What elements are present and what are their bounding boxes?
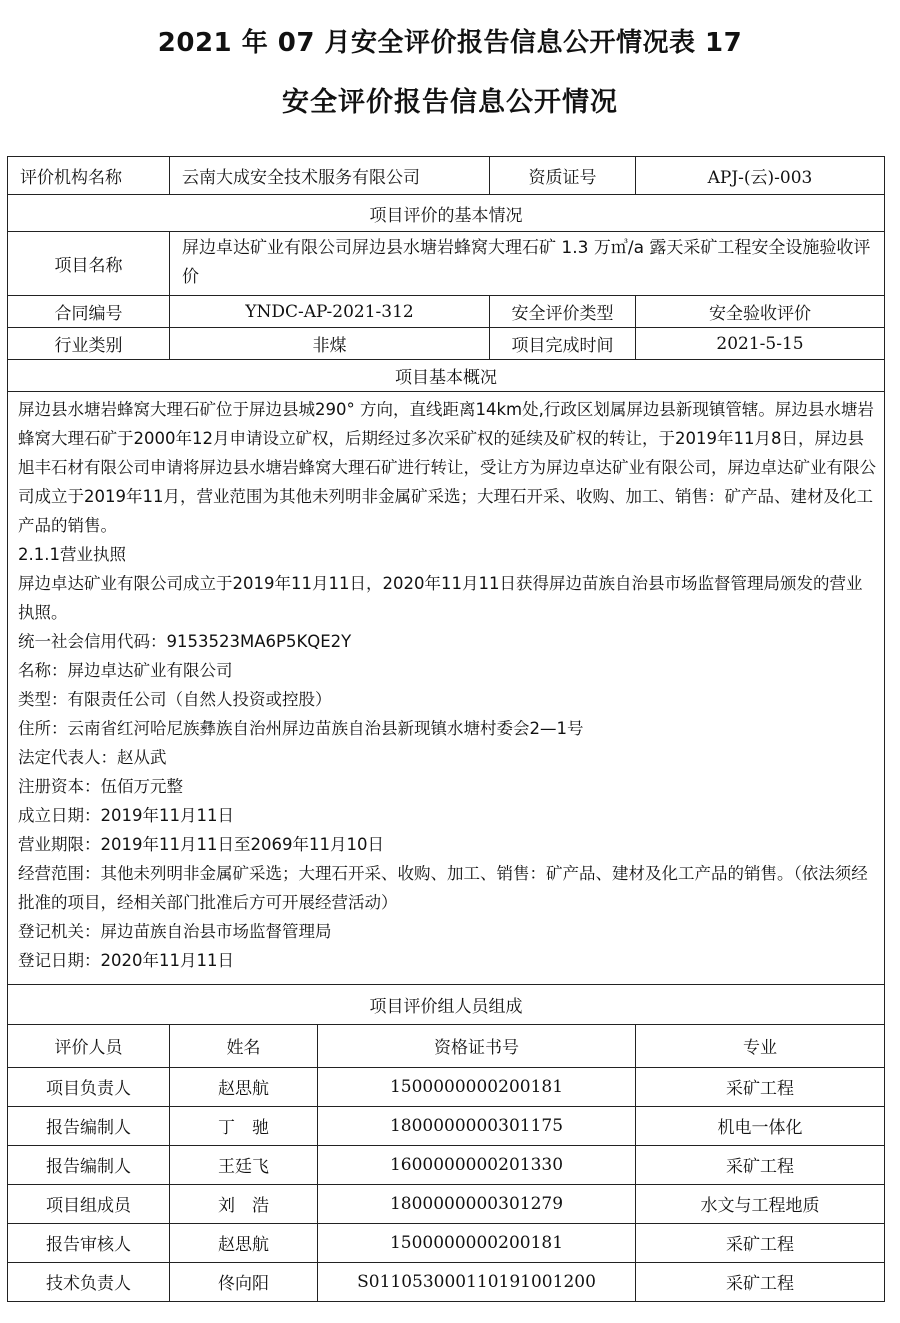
member-name: 丁 驰 xyxy=(170,1106,318,1145)
cert-value: APJ-(云)-003 xyxy=(636,157,885,195)
member-major: 采矿工程 xyxy=(636,1223,885,1262)
page-subtitle: 安全评价报告信息公开情况 xyxy=(282,87,618,118)
member-cert: S011053000110191001200 xyxy=(318,1262,636,1301)
table-row xyxy=(8,1106,885,1145)
org-value: 云南大成安全技术服务有限公司 xyxy=(170,157,490,195)
team-header-row xyxy=(8,1024,885,1067)
member-role: 技术负责人 xyxy=(8,1262,170,1301)
member-name: 赵思航 xyxy=(170,1223,318,1262)
overview-paragraph: 屏边卓达矿业有限公司成立于2019年11月11日，2020年11月11日获得屏边苗族自治县市场监督管理局颁发的营业执照。 xyxy=(18,574,863,622)
member-cert: 1800000000301175 xyxy=(318,1106,636,1145)
member-cert: 1800000000301279 xyxy=(318,1184,636,1223)
finish-time-label: 项目完成时间 xyxy=(490,328,636,360)
member-major: 采矿工程 xyxy=(636,1262,885,1301)
member-role: 项目负责人 xyxy=(8,1067,170,1106)
basic-section-header: 项目评价的基本情况 xyxy=(8,195,885,232)
overview-row xyxy=(8,392,885,985)
overview-paragraph: 住所：云南省红河哈尼族彝族自治州屏边苗族自治县新现镇水塘村委会2—1号 xyxy=(18,719,584,738)
member-role: 报告编制人 xyxy=(8,1145,170,1184)
column-header-name: 姓名 xyxy=(170,1024,318,1067)
table-row xyxy=(8,1145,885,1184)
org-row xyxy=(8,157,885,195)
overview-paragraph: 统一社会信用代码：9153523MA6P5KQE2Y xyxy=(18,632,352,651)
overview-paragraph: 成立日期：2019年11月11日 xyxy=(18,806,234,825)
overview-paragraph: 类型：有限责任公司（自然人投资或控股） xyxy=(18,690,332,709)
column-header-major: 专业 xyxy=(636,1024,885,1067)
member-cert: 1500000000200181 xyxy=(318,1223,636,1262)
table-row xyxy=(8,1067,885,1106)
member-major: 机电一体化 xyxy=(636,1106,885,1145)
member-role: 报告审核人 xyxy=(8,1223,170,1262)
table-row xyxy=(8,1262,885,1301)
overview-paragraph: 登记机关：屏边苗族自治县市场监督管理局 xyxy=(18,922,332,941)
project-name-label: 项目名称 xyxy=(8,232,170,296)
member-name: 王廷飞 xyxy=(170,1145,318,1184)
project-name-row xyxy=(8,232,885,296)
overview-section-header: 项目基本概况 xyxy=(8,360,885,392)
finish-time-value: 2021-5-15 xyxy=(636,328,885,360)
eval-type-value: 安全验收评价 xyxy=(636,296,885,328)
member-cert: 1500000000200181 xyxy=(318,1067,636,1106)
industry-row xyxy=(8,328,885,360)
overview-paragraph: 名称：屏边卓达矿业有限公司 xyxy=(18,661,233,680)
contract-label: 合同编号 xyxy=(8,296,170,328)
table-row xyxy=(8,1184,885,1223)
member-name: 赵思航 xyxy=(170,1067,318,1106)
overview-paragraph: 屏边县水塘岩蜂窝大理石矿位于屏边县城290° 方向，直线距离14km处,行政区划属屏边县新现镇管辖。屏边县水塘岩蜂窝大理石矿于2000年12月申请设立矿权，后期经过多次采矿权的延续及矿权的转让，于2019年11月8日，屏边县旭丰石材有限公司申请将屏边县水塘岩蜂窝大理石矿进行转让，受让方为屏边卓达矿业有限公司，屏边卓达矿业有限公司成立于2019年11月，营业范围为其他未列明非金属矿采选；大理石开采、收购、加工、销售：矿产品、建材及化工产品的销售。 xyxy=(18,400,876,535)
info-table xyxy=(7,156,884,1302)
member-name: 佟向阳 xyxy=(170,1262,318,1301)
contract-row xyxy=(8,296,885,328)
cert-label: 资质证号 xyxy=(490,157,636,195)
table-row xyxy=(8,1223,885,1262)
overview-paragraph: 注册资本：伍佰万元整 xyxy=(18,777,183,796)
overview-paragraph: 营业期限：2019年11月11日至2069年11月10日 xyxy=(18,835,384,854)
contract-value: YNDC-AP-2021-312 xyxy=(170,296,490,328)
project-name-value: 屏边卓达矿业有限公司屏边县水塘岩蜂窝大理石矿 1.3 万㎥/a 露天采矿工程安全设施验收评价 xyxy=(170,232,885,296)
overview-body xyxy=(8,392,885,985)
member-major: 采矿工程 xyxy=(636,1067,885,1106)
column-header-cert: 资格证书号 xyxy=(318,1024,636,1067)
overview-paragraph: 2.1.1营业执照 xyxy=(18,545,126,564)
overview-paragraph: 经营范围：其他未列明非金属矿采选；大理石开采、收购、加工、销售：矿产品、建材及化工产品的销售。（依法须经批准的项目，经相关部门批准后方可开展经营活动） xyxy=(18,864,868,912)
member-cert: 1600000000201330 xyxy=(318,1145,636,1184)
column-header-role: 评价人员 xyxy=(8,1024,170,1067)
overview-paragraph: 法定代表人：赵从武 xyxy=(18,748,167,767)
industry-value: 非煤 xyxy=(170,328,490,360)
eval-type-label: 安全评价类型 xyxy=(490,296,636,328)
overview-paragraph: 登记日期：2020年11月11日 xyxy=(18,951,234,970)
team-section-header: 项目评价组人员组成 xyxy=(8,985,885,1025)
org-label: 评价机构名称 xyxy=(8,157,170,195)
member-major: 采矿工程 xyxy=(636,1145,885,1184)
page-title: 2021 年 07 月安全评价报告信息公开情况表 17 xyxy=(157,28,743,58)
industry-label: 行业类别 xyxy=(8,328,170,360)
member-major: 水文与工程地质 xyxy=(636,1184,885,1223)
member-name: 刘 浩 xyxy=(170,1184,318,1223)
member-role: 报告编制人 xyxy=(8,1106,170,1145)
member-role: 项目组成员 xyxy=(8,1184,170,1223)
